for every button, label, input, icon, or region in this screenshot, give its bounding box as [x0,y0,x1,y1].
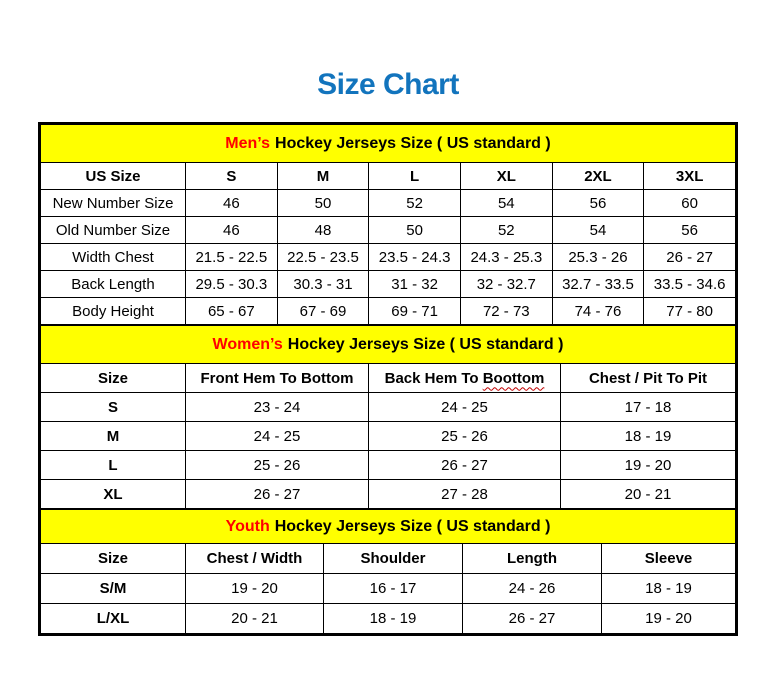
row-label: Old Number Size [41,217,186,244]
cell-value: 56 [644,217,736,244]
row-label: XL [41,480,186,509]
cell-value: 69 - 71 [369,298,461,325]
youth-banner-highlight: Youth [225,517,270,535]
row-label: Width Chest [41,244,186,271]
womens-banner [41,326,736,364]
table-row-womens-xl [41,480,736,509]
cell-value: 21.5 - 22.5 [186,244,278,271]
cell-value: 74 - 76 [552,298,644,325]
mens-col-s: S [186,163,278,190]
cell-value: 30.3 - 31 [277,271,369,298]
youth-col-chest-width: Chest / Width [186,544,324,574]
row-label: M [41,422,186,451]
table-row-womens-l [41,451,736,480]
cell-value: 23 - 24 [186,393,369,422]
row-label: L/XL [41,604,186,634]
row-label: S [41,393,186,422]
youth-banner [41,510,736,544]
cell-value: 54 [460,190,552,217]
mens-col-2xl: 2XL [552,163,644,190]
womens-banner-text: Hockey Jerseys Size ( US standard ) [287,335,564,353]
table-row-body-height [41,298,736,325]
cell-value: 60 [644,190,736,217]
cell-value: 24 - 25 [186,422,369,451]
table-row-back-length [41,271,736,298]
cell-value: 23.5 - 24.3 [369,244,461,271]
mens-col-m: M [277,163,369,190]
mens-col-l: L [369,163,461,190]
youth-size-table [40,509,736,634]
mens-col-3xl: 3XL [644,163,736,190]
mens-banner-text: Hockey Jerseys Size ( US standard ) [275,134,551,152]
cell-value: 26 - 27 [369,451,561,480]
womens-banner-row [41,326,736,364]
table-row-width-chest [41,244,736,271]
cell-value: 48 [277,217,369,244]
mens-banner [41,125,736,163]
cell-value: 24 - 26 [463,574,602,604]
cell-value: 67 - 69 [277,298,369,325]
cell-value: 72 - 73 [460,298,552,325]
mens-size-table [40,124,736,325]
cell-value: 19 - 20 [186,574,324,604]
cell-value: 26 - 27 [186,480,369,509]
mens-col-xl: XL [460,163,552,190]
cell-value: 32 - 32.7 [460,271,552,298]
cell-value: 31 - 32 [369,271,461,298]
cell-value: 29.5 - 30.3 [186,271,278,298]
page-title: Size Chart [317,68,459,101]
womens-col-size: Size [41,364,186,393]
youth-col-length: Length [463,544,602,574]
row-label: Body Height [41,298,186,325]
cell-value: 50 [277,190,369,217]
cell-value: 46 [186,217,278,244]
cell-value: 17 - 18 [561,393,736,422]
youth-banner-row [41,510,736,544]
cell-value: 25.3 - 26 [552,244,644,271]
mens-banner-highlight: Men’s [225,134,271,152]
mens-header-row [41,163,736,190]
womens-header-row [41,364,736,393]
table-row-youth-sm [41,574,736,604]
youth-header-row [41,544,736,574]
womens-col-front-hem: Front Hem To Bottom [186,364,369,393]
womens-col-chest: Chest / Pit To Pit [561,364,736,393]
cell-value: 50 [369,217,461,244]
cell-value: 33.5 - 34.6 [644,271,736,298]
mens-col-us-size: US Size [41,163,186,190]
womens-banner-highlight: Women’s [212,335,283,353]
cell-value: 52 [460,217,552,244]
youth-col-shoulder: Shoulder [324,544,463,574]
cell-value: 24.3 - 25.3 [460,244,552,271]
size-chart-container [38,122,738,636]
table-row-new-number-size [41,190,736,217]
table-row-womens-s [41,393,736,422]
back-hem-misspelled-word: Boottom [482,369,545,387]
cell-value: 26 - 27 [644,244,736,271]
row-label: L [41,451,186,480]
back-hem-prefix: Back Hem To [384,369,479,387]
cell-value: 20 - 21 [561,480,736,509]
cell-value: 19 - 20 [602,604,736,634]
cell-value: 18 - 19 [324,604,463,634]
mens-banner-row [41,125,736,163]
womens-size-table [40,325,736,509]
cell-value: 77 - 80 [644,298,736,325]
table-row-womens-m [41,422,736,451]
row-label: New Number Size [41,190,186,217]
youth-banner-text: Hockey Jerseys Size ( US standard ) [274,517,551,535]
row-label: Back Length [41,271,186,298]
table-row-youth-lxl [41,604,736,634]
row-label: S/M [41,574,186,604]
cell-value: 24 - 25 [369,393,561,422]
cell-value: 25 - 26 [186,451,369,480]
cell-value: 18 - 19 [602,574,736,604]
table-row-old-number-size [41,217,736,244]
cell-value: 22.5 - 23.5 [277,244,369,271]
cell-value: 26 - 27 [463,604,602,634]
womens-col-back-hem [369,364,561,393]
cell-value: 46 [186,190,278,217]
cell-value: 52 [369,190,461,217]
youth-col-sleeve: Sleeve [602,544,736,574]
youth-col-size: Size [41,544,186,574]
cell-value: 25 - 26 [369,422,561,451]
cell-value: 65 - 67 [186,298,278,325]
cell-value: 19 - 20 [561,451,736,480]
cell-value: 16 - 17 [324,574,463,604]
cell-value: 32.7 - 33.5 [552,271,644,298]
cell-value: 56 [552,190,644,217]
cell-value: 27 - 28 [369,480,561,509]
cell-value: 20 - 21 [186,604,324,634]
cell-value: 18 - 19 [561,422,736,451]
cell-value: 54 [552,217,644,244]
